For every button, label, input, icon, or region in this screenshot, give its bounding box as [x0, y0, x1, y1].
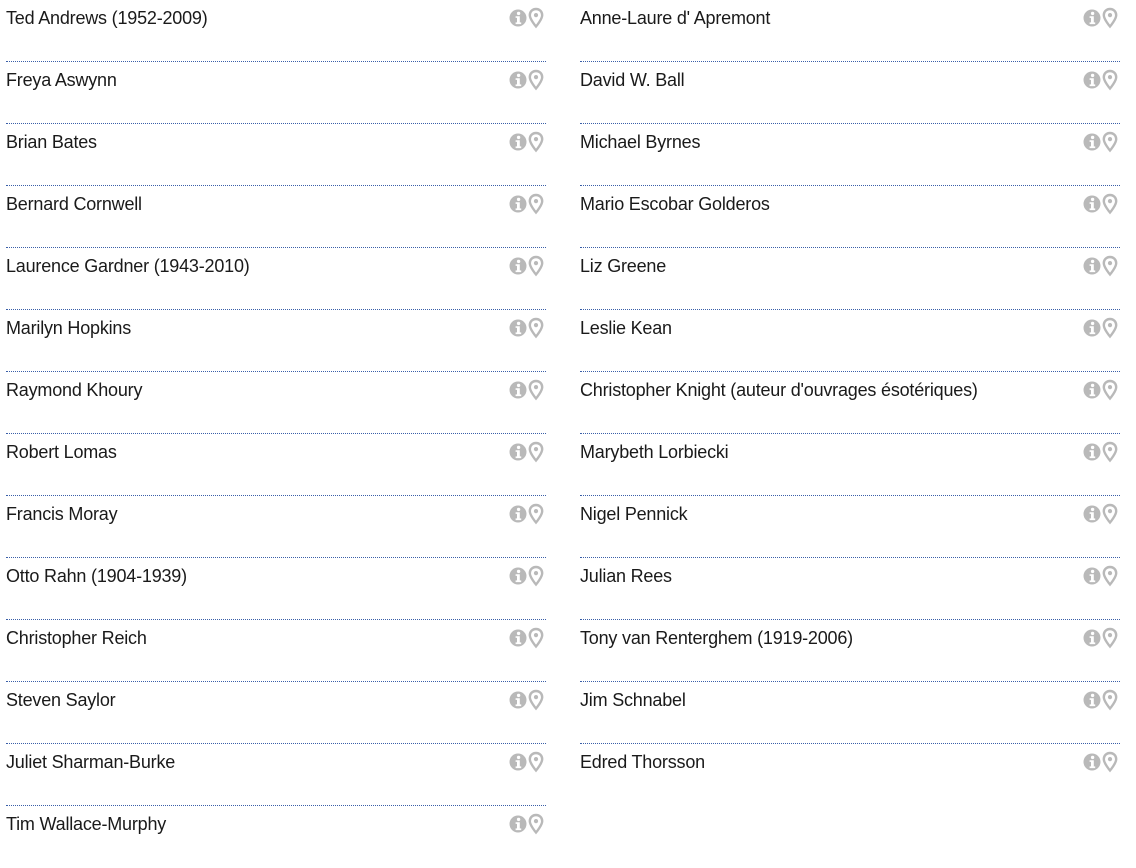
map-pin-icon[interactable] [1102, 69, 1120, 91]
author-icons [1083, 502, 1120, 526]
author-name-link[interactable]: Edred Thorsson [580, 752, 705, 772]
author-row [580, 186, 1120, 248]
map-pin-icon[interactable] [528, 441, 546, 463]
author-row [6, 744, 546, 806]
author-row [6, 310, 546, 372]
author-name-link[interactable]: Tim Wallace-Murphy [6, 814, 167, 834]
author-icons [509, 130, 546, 154]
author-icons [509, 626, 546, 650]
map-pin-icon[interactable] [528, 131, 546, 153]
info-icon[interactable] [509, 69, 527, 91]
info-icon[interactable] [509, 689, 527, 711]
author-name-link[interactable]: Brian Bates [6, 132, 97, 152]
map-pin-icon[interactable] [528, 69, 546, 91]
author-name-link[interactable]: Michael Byrnes [580, 132, 701, 152]
info-icon[interactable] [1083, 627, 1101, 649]
info-icon[interactable] [1083, 689, 1101, 711]
author-row [6, 248, 546, 310]
author-row [6, 806, 546, 868]
info-icon[interactable] [1083, 317, 1101, 339]
info-icon[interactable] [509, 627, 527, 649]
map-pin-icon[interactable] [1102, 193, 1120, 215]
map-pin-icon[interactable] [1102, 565, 1120, 587]
author-row [6, 0, 546, 62]
map-pin-icon[interactable] [528, 255, 546, 277]
author-icons [509, 812, 546, 836]
author-icons [509, 378, 546, 402]
author-list-left [6, 0, 546, 868]
author-row [6, 124, 546, 186]
map-pin-icon[interactable] [528, 627, 546, 649]
author-name-link[interactable]: Tony van Renterghem (1919-2006) [580, 628, 853, 648]
author-name-link[interactable]: Leslie Kean [580, 318, 672, 338]
author-row [580, 372, 1120, 434]
author-row [6, 620, 546, 682]
author-name-link[interactable]: Anne-Laure d' Apremont [580, 8, 771, 28]
author-icons [509, 316, 546, 340]
author-row [580, 124, 1120, 186]
author-row [6, 372, 546, 434]
author-row [6, 434, 546, 496]
info-icon[interactable] [509, 379, 527, 401]
map-pin-icon[interactable] [528, 379, 546, 401]
info-icon[interactable] [1083, 131, 1101, 153]
author-icons [1083, 6, 1120, 30]
author-list-right [580, 0, 1120, 806]
map-pin-icon[interactable] [528, 193, 546, 215]
map-pin-icon[interactable] [1102, 503, 1120, 525]
author-icons [509, 688, 546, 712]
author-row [6, 682, 546, 744]
info-icon[interactable] [509, 255, 527, 277]
map-pin-icon[interactable] [1102, 441, 1120, 463]
author-name-link[interactable]: Francis Moray [6, 504, 118, 524]
author-row [580, 248, 1120, 310]
author-icons [509, 502, 546, 526]
author-name-link[interactable]: Steven Saylor [6, 690, 116, 710]
map-pin-icon[interactable] [1102, 751, 1120, 773]
author-icons [1083, 688, 1120, 712]
info-icon[interactable] [1083, 7, 1101, 29]
author-name-link[interactable]: Jim Schnabel [580, 690, 686, 710]
author-name-link[interactable]: Freya Aswynn [6, 70, 117, 90]
author-name-link[interactable]: Ted Andrews (1952-2009) [6, 8, 208, 28]
author-icons [509, 192, 546, 216]
author-row [580, 744, 1120, 806]
map-pin-icon[interactable] [528, 565, 546, 587]
map-pin-icon[interactable] [1102, 627, 1120, 649]
author-name-link[interactable]: Raymond Khoury [6, 380, 143, 400]
author-name-link[interactable]: Juliet Sharman-Burke [6, 752, 176, 772]
author-name-link[interactable]: Otto Rahn (1904-1939) [6, 566, 187, 586]
info-icon[interactable] [1083, 255, 1101, 277]
author-icons [1083, 254, 1120, 278]
author-icons [1083, 440, 1120, 464]
author-icons [509, 564, 546, 588]
author-name-link[interactable]: Mario Escobar Golderos [580, 194, 770, 214]
author-row [580, 620, 1120, 682]
author-icons [509, 254, 546, 278]
author-icons [1083, 564, 1120, 588]
author-icons [1083, 68, 1120, 92]
author-icons [1083, 750, 1120, 774]
map-pin-icon[interactable] [528, 689, 546, 711]
info-icon[interactable] [509, 131, 527, 153]
author-row [580, 62, 1120, 124]
info-icon[interactable] [1083, 379, 1101, 401]
author-icons [1083, 378, 1120, 402]
author-row [6, 496, 546, 558]
map-pin-icon[interactable] [528, 813, 546, 835]
author-name-link[interactable]: Marybeth Lorbiecki [580, 442, 729, 462]
author-name-link[interactable]: Bernard Cornwell [6, 194, 142, 214]
info-icon[interactable] [509, 813, 527, 835]
author-icons [509, 68, 546, 92]
info-icon[interactable] [509, 7, 527, 29]
author-name-link[interactable]: Julian Rees [580, 566, 672, 586]
author-name-link[interactable]: Christopher Reich [6, 628, 147, 648]
info-icon[interactable] [509, 441, 527, 463]
author-icons [1083, 626, 1120, 650]
info-icon[interactable] [509, 193, 527, 215]
author-icons [1083, 130, 1120, 154]
author-row [580, 682, 1120, 744]
author-row [580, 434, 1120, 496]
author-icons [509, 6, 546, 30]
author-name-link[interactable]: Christopher Knight (auteur d'ouvrages ésotériques) [580, 380, 978, 400]
author-name-link[interactable]: Marilyn Hopkins [6, 318, 132, 338]
map-pin-icon[interactable] [1102, 131, 1120, 153]
map-pin-icon[interactable] [528, 503, 546, 525]
info-icon[interactable] [1083, 441, 1101, 463]
info-icon[interactable] [509, 503, 527, 525]
author-name-link[interactable]: Liz Greene [580, 256, 667, 276]
author-row [580, 310, 1120, 372]
map-pin-icon[interactable] [1102, 7, 1120, 29]
author-icons [509, 440, 546, 464]
map-pin-icon[interactable] [1102, 689, 1120, 711]
map-pin-icon[interactable] [528, 751, 546, 773]
author-row [580, 558, 1120, 620]
author-name-link[interactable]: Robert Lomas [6, 442, 117, 462]
info-icon[interactable] [1083, 751, 1101, 773]
info-icon[interactable] [509, 317, 527, 339]
author-name-link[interactable]: Laurence Gardner (1943-2010) [6, 256, 250, 276]
author-icons [509, 750, 546, 774]
author-name-link[interactable]: Nigel Pennick [580, 504, 688, 524]
map-pin-icon[interactable] [528, 7, 546, 29]
author-row [6, 558, 546, 620]
info-icon[interactable] [509, 565, 527, 587]
author-icons [1083, 192, 1120, 216]
author-row [6, 186, 546, 248]
author-row [6, 62, 546, 124]
info-icon[interactable] [509, 751, 527, 773]
info-icon[interactable] [1083, 565, 1101, 587]
info-icon[interactable] [1083, 193, 1101, 215]
map-pin-icon[interactable] [1102, 255, 1120, 277]
author-row [580, 496, 1120, 558]
info-icon[interactable] [1083, 503, 1101, 525]
author-name-link[interactable]: David W. Ball [580, 70, 685, 90]
map-pin-icon[interactable] [1102, 317, 1120, 339]
info-icon[interactable] [1083, 69, 1101, 91]
author-icons [1083, 316, 1120, 340]
map-pin-icon[interactable] [528, 317, 546, 339]
author-row [580, 0, 1120, 62]
map-pin-icon[interactable] [1102, 379, 1120, 401]
